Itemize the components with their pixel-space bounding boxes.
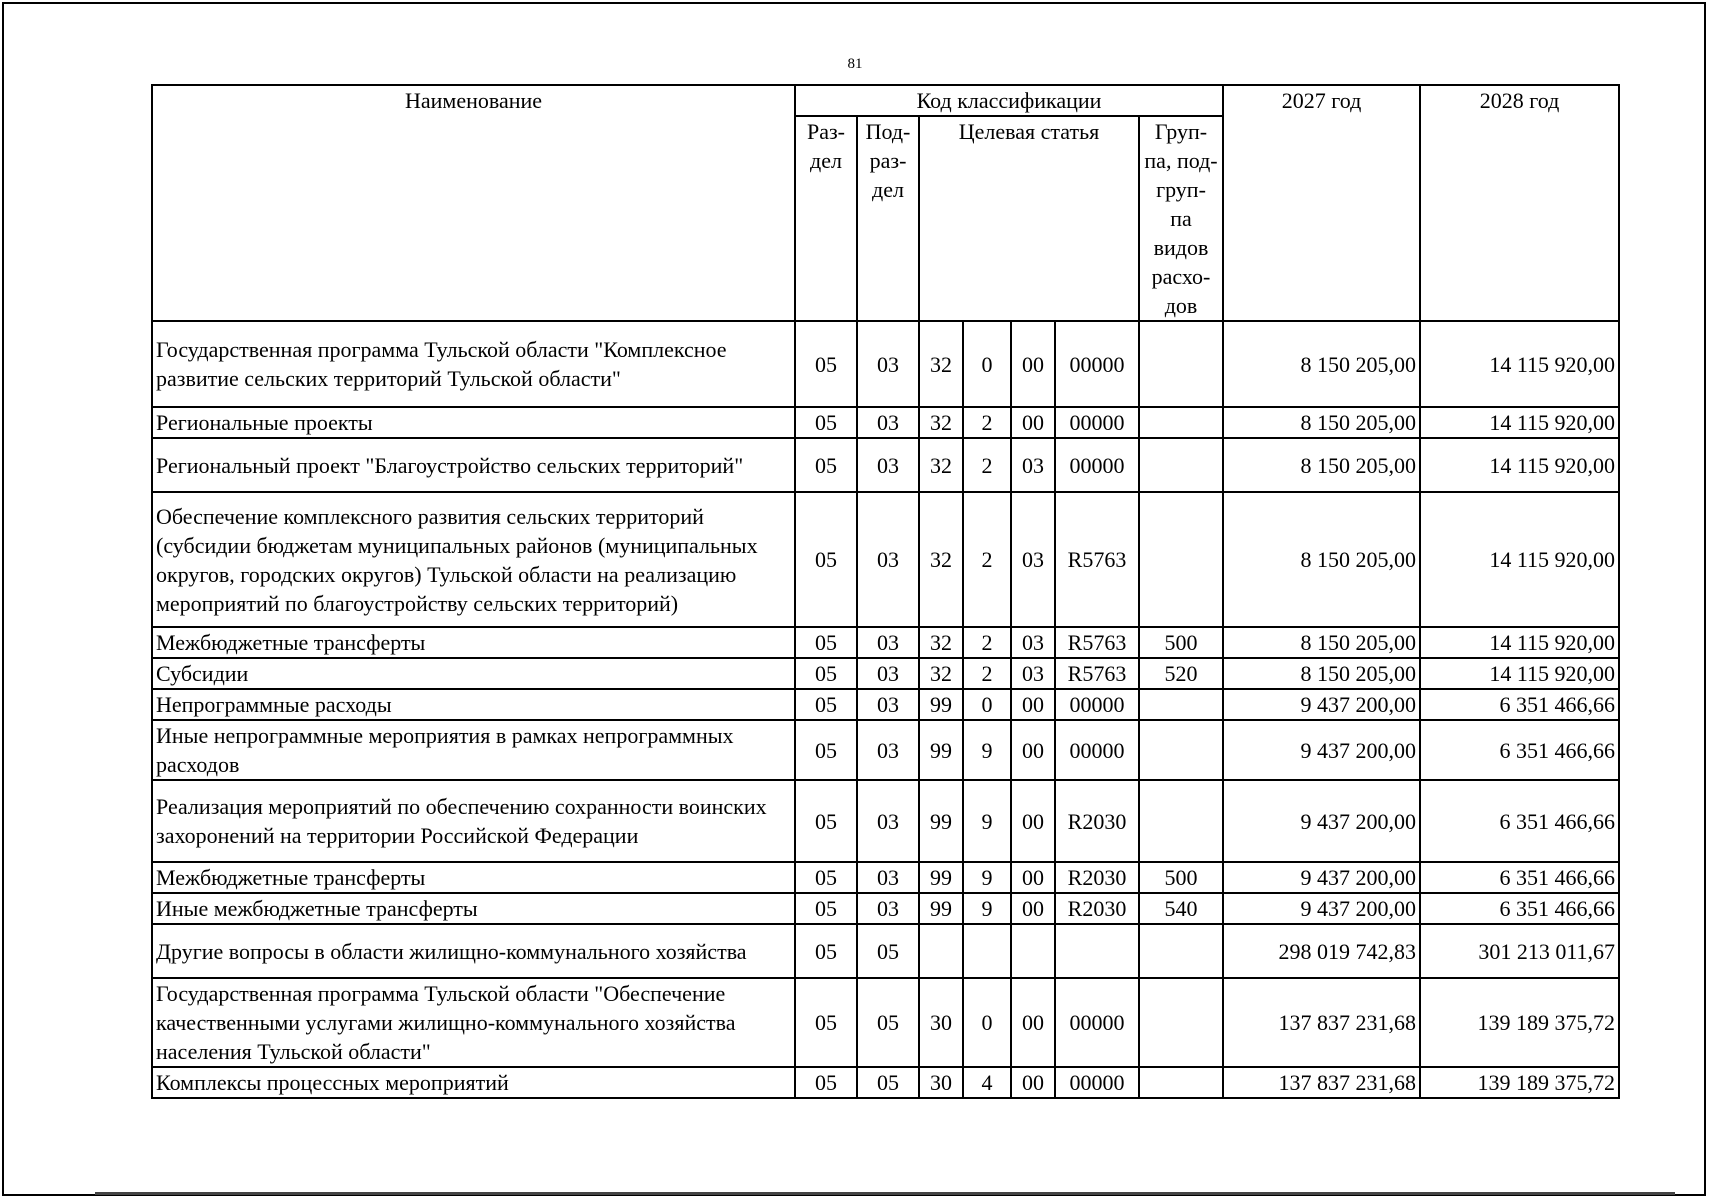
table-row bbox=[152, 321, 1619, 407]
row-subsection: 03 bbox=[857, 658, 919, 689]
row-target-type: 2 bbox=[963, 627, 1011, 658]
row-target-type bbox=[963, 924, 1011, 978]
row-amount-2027: 8 150 205,00 bbox=[1223, 407, 1420, 438]
row-expense-group bbox=[1139, 407, 1223, 438]
row-name: Межбюджетные трансферты bbox=[152, 862, 795, 893]
row-section: 05 bbox=[795, 978, 857, 1067]
table-row bbox=[152, 862, 1619, 893]
row-target-direction: 00000 bbox=[1055, 438, 1139, 492]
row-expense-group: 520 bbox=[1139, 658, 1223, 689]
header-year-2028: 2028 год bbox=[1420, 85, 1619, 321]
row-expense-group bbox=[1139, 438, 1223, 492]
header-year-2027: 2027 год bbox=[1223, 85, 1420, 321]
table-row bbox=[152, 438, 1619, 492]
row-section: 05 bbox=[795, 321, 857, 407]
row-section: 05 bbox=[795, 893, 857, 924]
row-section: 05 bbox=[795, 862, 857, 893]
row-target-subprogram: 00 bbox=[1011, 1067, 1055, 1098]
row-name: Иные межбюджетные трансферты bbox=[152, 893, 795, 924]
row-amount-2028: 139 189 375,72 bbox=[1420, 978, 1619, 1067]
row-amount-2028: 14 115 920,00 bbox=[1420, 658, 1619, 689]
row-amount-2028: 14 115 920,00 bbox=[1420, 627, 1619, 658]
row-target-direction: R2030 bbox=[1055, 780, 1139, 862]
row-target-direction bbox=[1055, 924, 1139, 978]
row-subsection: 03 bbox=[857, 492, 919, 627]
header-section: Раз- дел bbox=[795, 116, 857, 321]
row-amount-2027: 9 437 200,00 bbox=[1223, 893, 1420, 924]
row-target-type: 9 bbox=[963, 720, 1011, 780]
row-amount-2028: 6 351 466,66 bbox=[1420, 862, 1619, 893]
row-expense-group: 500 bbox=[1139, 627, 1223, 658]
row-amount-2027: 8 150 205,00 bbox=[1223, 438, 1420, 492]
row-target-subprogram: 03 bbox=[1011, 492, 1055, 627]
table-row bbox=[152, 689, 1619, 720]
header-target-article: Целевая статья bbox=[919, 116, 1139, 321]
row-name: Непрограммные расходы bbox=[152, 689, 795, 720]
row-target-program: 32 bbox=[919, 492, 963, 627]
row-target-direction: 00000 bbox=[1055, 689, 1139, 720]
row-expense-group: 500 bbox=[1139, 862, 1223, 893]
row-subsection: 03 bbox=[857, 407, 919, 438]
row-name: Реализация мероприятий по обеспечению сохранности воинских захоронений на территории Российской Федерации bbox=[152, 780, 795, 862]
row-target-direction: R5763 bbox=[1055, 627, 1139, 658]
row-amount-2027: 137 837 231,68 bbox=[1223, 978, 1420, 1067]
row-name: Государственная программа Тульской области "Комплексное развитие сельских территорий Тульской области" bbox=[152, 321, 795, 407]
row-amount-2028: 14 115 920,00 bbox=[1420, 321, 1619, 407]
row-target-subprogram: 03 bbox=[1011, 658, 1055, 689]
row-target-program bbox=[919, 924, 963, 978]
row-amount-2028: 6 351 466,66 bbox=[1420, 689, 1619, 720]
row-expense-group bbox=[1139, 720, 1223, 780]
row-target-type: 0 bbox=[963, 978, 1011, 1067]
row-target-program: 30 bbox=[919, 978, 963, 1067]
row-subsection: 05 bbox=[857, 924, 919, 978]
row-target-direction: 00000 bbox=[1055, 720, 1139, 780]
row-target-subprogram: 00 bbox=[1011, 978, 1055, 1067]
row-target-program: 32 bbox=[919, 321, 963, 407]
row-subsection: 03 bbox=[857, 627, 919, 658]
table-body bbox=[152, 321, 1619, 1098]
row-subsection: 03 bbox=[857, 438, 919, 492]
row-section: 05 bbox=[795, 627, 857, 658]
row-target-subprogram: 00 bbox=[1011, 893, 1055, 924]
row-target-subprogram: 00 bbox=[1011, 407, 1055, 438]
row-target-type: 2 bbox=[963, 407, 1011, 438]
row-amount-2028: 14 115 920,00 bbox=[1420, 438, 1619, 492]
table-header bbox=[152, 85, 1619, 321]
row-target-program: 32 bbox=[919, 438, 963, 492]
row-amount-2028: 6 351 466,66 bbox=[1420, 720, 1619, 780]
row-expense-group bbox=[1139, 321, 1223, 407]
row-amount-2027: 9 437 200,00 bbox=[1223, 780, 1420, 862]
row-subsection: 03 bbox=[857, 720, 919, 780]
row-amount-2027: 8 150 205,00 bbox=[1223, 321, 1420, 407]
row-target-direction: 00000 bbox=[1055, 1067, 1139, 1098]
row-subsection: 05 bbox=[857, 978, 919, 1067]
row-section: 05 bbox=[795, 1067, 857, 1098]
row-expense-group bbox=[1139, 689, 1223, 720]
row-target-program: 30 bbox=[919, 1067, 963, 1098]
header-name: Наименование bbox=[152, 85, 795, 321]
table-row bbox=[152, 978, 1619, 1067]
row-amount-2027: 8 150 205,00 bbox=[1223, 658, 1420, 689]
row-amount-2028: 301 213 011,67 bbox=[1420, 924, 1619, 978]
row-section: 05 bbox=[795, 689, 857, 720]
table-row bbox=[152, 627, 1619, 658]
row-amount-2028: 14 115 920,00 bbox=[1420, 407, 1619, 438]
row-target-direction: 00000 bbox=[1055, 407, 1139, 438]
row-target-type: 0 bbox=[963, 321, 1011, 407]
row-name: Региональный проект "Благоустройство сельских территорий" bbox=[152, 438, 795, 492]
row-target-program: 99 bbox=[919, 780, 963, 862]
row-amount-2028: 6 351 466,66 bbox=[1420, 780, 1619, 862]
row-subsection: 03 bbox=[857, 321, 919, 407]
row-amount-2027: 137 837 231,68 bbox=[1223, 1067, 1420, 1098]
row-subsection: 05 bbox=[857, 1067, 919, 1098]
table-row bbox=[152, 407, 1619, 438]
row-target-type: 2 bbox=[963, 658, 1011, 689]
row-amount-2028: 6 351 466,66 bbox=[1420, 893, 1619, 924]
table-row bbox=[152, 893, 1619, 924]
row-expense-group: 540 bbox=[1139, 893, 1223, 924]
table-row bbox=[152, 658, 1619, 689]
row-name: Государственная программа Тульской области "Обеспечение качественными услугами жилищно-коммунального хозяйства населения Тульской области" bbox=[152, 978, 795, 1067]
row-target-program: 99 bbox=[919, 720, 963, 780]
row-name: Обеспечение комплексного развития сельских территорий (субсидии бюджетам муниципальных районов (муниципальных округов, городских округов) Тульской области на реализацию мероприятий по благоустройству сельских территорий) bbox=[152, 492, 795, 627]
table-row bbox=[152, 780, 1619, 862]
table-row bbox=[152, 1067, 1619, 1098]
row-amount-2027: 298 019 742,83 bbox=[1223, 924, 1420, 978]
row-target-direction: R2030 bbox=[1055, 862, 1139, 893]
table-row bbox=[152, 720, 1619, 780]
row-section: 05 bbox=[795, 780, 857, 862]
row-section: 05 bbox=[795, 658, 857, 689]
row-name: Субсидии bbox=[152, 658, 795, 689]
row-target-subprogram: 03 bbox=[1011, 627, 1055, 658]
row-target-direction: R2030 bbox=[1055, 893, 1139, 924]
row-target-subprogram bbox=[1011, 924, 1055, 978]
row-target-type: 0 bbox=[963, 689, 1011, 720]
table-row bbox=[152, 924, 1619, 978]
row-amount-2028: 139 189 375,72 bbox=[1420, 1067, 1619, 1098]
scan-edge-shadow bbox=[95, 1192, 1675, 1195]
row-target-direction: R5763 bbox=[1055, 658, 1139, 689]
page-number: 81 bbox=[847, 56, 863, 72]
row-target-type: 2 bbox=[963, 492, 1011, 627]
row-target-type: 9 bbox=[963, 893, 1011, 924]
row-target-subprogram: 03 bbox=[1011, 438, 1055, 492]
header-expense-group: Груп- па, под- груп- па видов расхо- дов bbox=[1139, 116, 1223, 321]
row-target-program: 99 bbox=[919, 893, 963, 924]
row-target-subprogram: 00 bbox=[1011, 862, 1055, 893]
row-target-program: 99 bbox=[919, 862, 963, 893]
row-target-subprogram: 00 bbox=[1011, 720, 1055, 780]
row-target-program: 32 bbox=[919, 407, 963, 438]
row-subsection: 03 bbox=[857, 893, 919, 924]
row-expense-group bbox=[1139, 1067, 1223, 1098]
row-target-program: 32 bbox=[919, 658, 963, 689]
row-name: Межбюджетные трансферты bbox=[152, 627, 795, 658]
row-expense-group bbox=[1139, 780, 1223, 862]
header-classification-code: Код классификации bbox=[795, 85, 1223, 116]
row-section: 05 bbox=[795, 407, 857, 438]
row-name: Иные непрограммные мероприятия в рамках непрограммных расходов bbox=[152, 720, 795, 780]
row-target-direction: 00000 bbox=[1055, 321, 1139, 407]
row-target-subprogram: 00 bbox=[1011, 689, 1055, 720]
row-target-type: 9 bbox=[963, 862, 1011, 893]
row-amount-2027: 8 150 205,00 bbox=[1223, 492, 1420, 627]
row-amount-2027: 9 437 200,00 bbox=[1223, 689, 1420, 720]
row-expense-group bbox=[1139, 978, 1223, 1067]
table-row bbox=[152, 492, 1619, 627]
row-section: 05 bbox=[795, 720, 857, 780]
row-target-direction: 00000 bbox=[1055, 978, 1139, 1067]
row-name: Комплексы процессных мероприятий bbox=[152, 1067, 795, 1098]
row-target-program: 32 bbox=[919, 627, 963, 658]
row-subsection: 03 bbox=[857, 780, 919, 862]
header-subsection: Под- раз- дел bbox=[857, 116, 919, 321]
row-target-type: 4 bbox=[963, 1067, 1011, 1098]
row-target-type: 9 bbox=[963, 780, 1011, 862]
budget-table bbox=[151, 84, 1620, 1099]
row-target-program: 99 bbox=[919, 689, 963, 720]
row-amount-2028: 14 115 920,00 bbox=[1420, 492, 1619, 627]
row-name: Региональные проекты bbox=[152, 407, 795, 438]
row-section: 05 bbox=[795, 492, 857, 627]
row-amount-2027: 9 437 200,00 bbox=[1223, 862, 1420, 893]
row-subsection: 03 bbox=[857, 862, 919, 893]
row-target-direction: R5763 bbox=[1055, 492, 1139, 627]
row-expense-group bbox=[1139, 924, 1223, 978]
row-subsection: 03 bbox=[857, 689, 919, 720]
row-amount-2027: 8 150 205,00 bbox=[1223, 627, 1420, 658]
row-target-type: 2 bbox=[963, 438, 1011, 492]
row-section: 05 bbox=[795, 924, 857, 978]
row-target-subprogram: 00 bbox=[1011, 321, 1055, 407]
row-amount-2027: 9 437 200,00 bbox=[1223, 720, 1420, 780]
row-target-subprogram: 00 bbox=[1011, 780, 1055, 862]
row-section: 05 bbox=[795, 438, 857, 492]
row-expense-group bbox=[1139, 492, 1223, 627]
row-name: Другие вопросы в области жилищно-коммунального хозяйства bbox=[152, 924, 795, 978]
